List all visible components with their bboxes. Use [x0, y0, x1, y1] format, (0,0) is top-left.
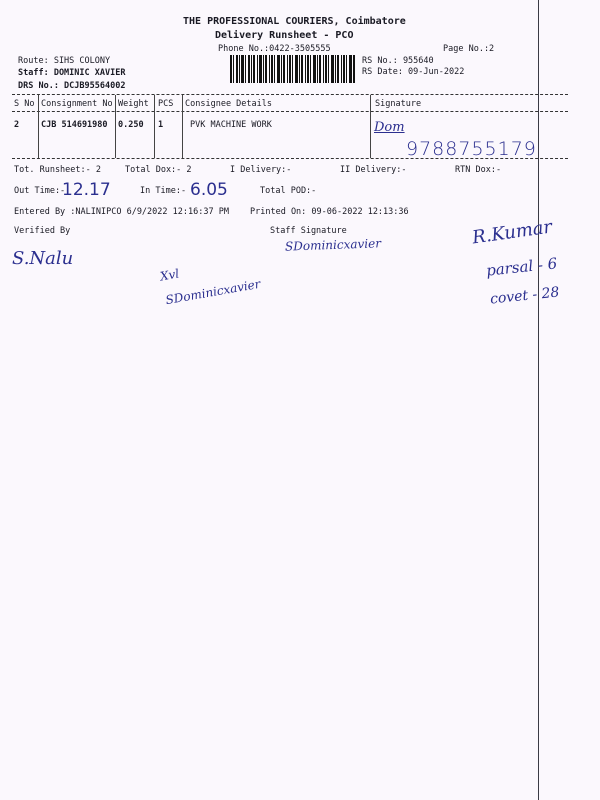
drs-number: DRS No.: DCJB95564002	[18, 81, 126, 91]
ii-delivery: II Delivery:-	[340, 165, 407, 175]
entered-by: Entered By :NALINIPCO 6/9/2022 12:16:37 PM	[14, 207, 229, 217]
staff-initials: Xvl	[158, 266, 181, 284]
header-sno: S No	[14, 99, 35, 109]
header-pcs: PCS	[158, 99, 174, 109]
right-signature: R.Kumar	[470, 216, 554, 249]
verified-by-label: Verified By	[14, 226, 71, 236]
col-divider	[370, 95, 371, 158]
handwritten-phone: 9788755179	[406, 138, 537, 160]
row-sno: 2	[14, 120, 20, 130]
header-consignee: Consignee Details	[185, 99, 272, 109]
page-edge-line	[538, 0, 539, 800]
staff-signature-label: Staff Signature	[270, 226, 347, 236]
row-pcs: 1	[158, 120, 164, 130]
rs-number: RS No.: 955640	[362, 56, 434, 66]
phone-number: Phone No.:0422-3505555	[218, 44, 331, 54]
row-weight: 0.250	[118, 120, 144, 130]
row-consignment: CJB 514691980	[41, 120, 108, 130]
col-divider	[115, 95, 116, 158]
handwritten-in-time: 6.05	[190, 180, 228, 200]
page-number: Page No.:2	[443, 44, 495, 54]
header-consignment: Consignment No	[41, 99, 113, 109]
row-consignee: PVK MACHINE WORK	[190, 120, 272, 130]
table-top-rule	[12, 94, 568, 95]
total-pod: Total POD:-	[260, 186, 317, 196]
col-divider	[154, 95, 155, 158]
table-header-rule	[12, 111, 568, 112]
i-delivery: I Delivery:-	[230, 165, 292, 175]
company-name: THE PROFESSIONAL COURIERS, Coimbatore	[183, 16, 406, 27]
staff-signature-scribble: SDominicxavier	[284, 236, 382, 254]
cover-count-note: covet - 28	[489, 284, 561, 308]
staff-name: Staff: DOMINIC XAVIER	[18, 68, 126, 78]
staff-signature-2: SDominicxavier	[164, 276, 262, 308]
col-divider	[38, 95, 39, 158]
total-dox: Total Dox:- 2	[125, 165, 192, 175]
runsheet-title: Delivery Runsheet - PCO	[215, 30, 354, 41]
handwritten-out-time: 12.17	[62, 180, 111, 200]
tot-runsheet: Tot. Runsheet:- 2	[14, 165, 101, 175]
header-signature: Signature	[375, 99, 422, 109]
barcode	[230, 55, 356, 83]
out-time-label: Out Time:-	[14, 186, 66, 196]
header-weight: Weight	[118, 99, 149, 109]
signature-scribble: Dom	[374, 120, 405, 135]
col-divider	[182, 95, 183, 158]
verifier-signature: S.Nalu	[12, 248, 74, 269]
route: Route: SIHS COLONY	[18, 56, 111, 66]
rs-date: RS Date: 09-Jun-2022	[362, 67, 465, 77]
in-time-label: In Time:-	[140, 186, 187, 196]
printed-on: Printed On: 09-06-2022 12:13:36	[250, 207, 409, 217]
rtn-dox: RTN Dox:-	[455, 165, 502, 175]
parcel-count-note: parsal - 6	[485, 254, 559, 280]
